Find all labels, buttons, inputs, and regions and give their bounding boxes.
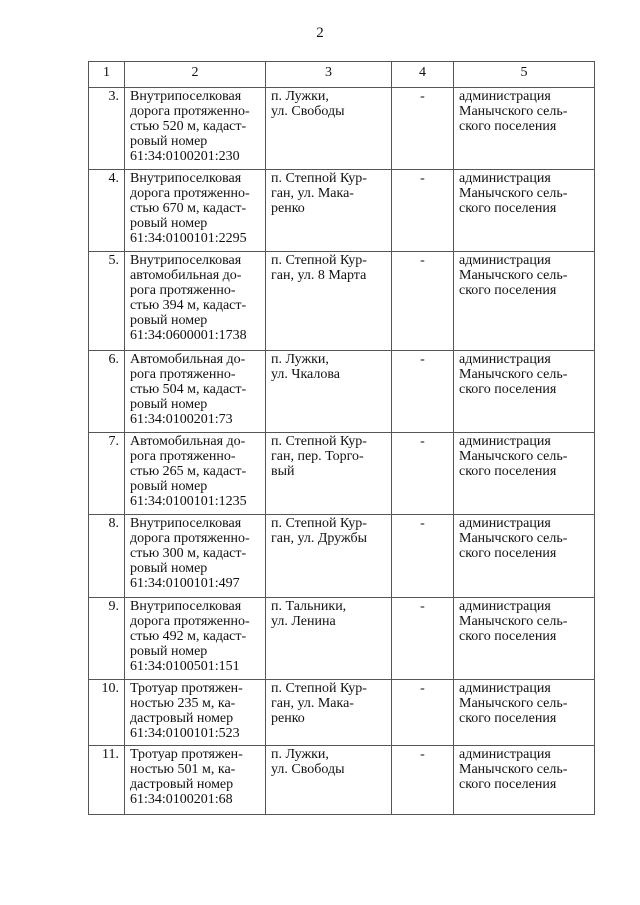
owner [454,433,595,515]
table-row [89,351,595,433]
address-line: ул. Ленина [271,614,336,629]
address-line: ренко [271,201,305,216]
table-row [89,515,595,598]
cadastral-number: 61:34:0100201:230 [130,149,240,164]
object-line: дастровый номер [130,711,234,726]
owner-line: ского поселения [459,201,557,216]
column-4-value: - [392,433,454,515]
object-line: ровый номер [130,561,208,576]
owner-line: Манычского сель- [459,696,568,711]
cadastral-number: 61:34:0600001:1738 [130,328,247,343]
owner [454,746,595,815]
owner-line: Манычского сель- [459,531,568,546]
address-line: ренко [271,711,305,726]
column-header-1: 1 [89,62,125,88]
address-line: вый [271,464,295,479]
owner [454,680,595,746]
object-line: дорога протяженно- [130,531,250,546]
object-description [125,170,266,252]
address-line: п. Лужки, [271,89,329,104]
owner-line: администрация [459,253,551,268]
row-number: 9. [89,598,125,680]
owner [454,598,595,680]
owner-line: администрация [459,434,551,449]
object-line: дастровый номер [130,777,234,792]
row-number: 11. [89,746,125,815]
cadastral-number: 61:34:0100101:2295 [130,231,247,246]
address [266,170,392,252]
owner-line: Манычского сель- [459,186,568,201]
object-line: ровый номер [130,134,208,149]
owner-line: ского поселения [459,711,557,726]
column-4-value: - [392,88,454,170]
owner-line: Манычского сель- [459,268,568,283]
cadastral-number: 61:34:0100101:523 [130,726,240,741]
table-row [89,170,595,252]
owner-line: ского поселения [459,546,557,561]
object-description [125,351,266,433]
object-line: Тротуар протяжен- [130,681,243,696]
owner-line: администрация [459,747,551,762]
table-row [89,252,595,351]
row-number: 7. [89,433,125,515]
owner-line: ского поселения [459,283,557,298]
column-4-value: - [392,170,454,252]
owner-line: администрация [459,599,551,614]
owner-line: ского поселения [459,629,557,644]
table-header-row [89,62,595,88]
object-description [125,88,266,170]
owner-line: администрация [459,681,551,696]
address-line: ул. Свободы [271,104,345,119]
address [266,680,392,746]
owner-line: Манычского сель- [459,762,568,777]
object-line: стью 394 м, кадаст- [130,298,247,313]
object-line: автомобильная до- [130,268,242,283]
owner-line: Манычского сель- [459,614,568,629]
column-4-value: - [392,515,454,598]
owner-line: администрация [459,171,551,186]
object-line: Внутрипоселковая [130,89,242,104]
object-line: ностью 501 м, ка- [130,762,236,777]
address [266,252,392,351]
object-line: ровый номер [130,216,208,231]
address-line: ган, ул. 8 Марта [271,268,367,283]
object-description [125,746,266,815]
object-line: стью 520 м, кадаст- [130,119,247,134]
cadastral-number: 61:34:0100101:1235 [130,494,247,509]
address-line: п. Лужки, [271,352,329,367]
object-line: ровый номер [130,644,208,659]
address [266,746,392,815]
address [266,598,392,680]
row-number: 4. [89,170,125,252]
row-number: 3. [89,88,125,170]
object-description [125,252,266,351]
object-line: стью 265 м, кадаст- [130,464,247,479]
object-description [125,515,266,598]
object-line: стью 492 м, кадаст- [130,629,247,644]
address [266,433,392,515]
object-line: Автомобильная до- [130,434,246,449]
owner-line: ского поселения [459,777,557,792]
address [266,351,392,433]
object-description [125,433,266,515]
cadastral-number: 61:34:0100201:73 [130,412,233,427]
row-number: 5. [89,252,125,351]
cadastral-number: 61:34:0100201:68 [130,792,233,807]
column-4-value: - [392,252,454,351]
column-header-3: 3 [266,62,392,88]
object-line: Внутрипоселковая [130,599,242,614]
object-line: стью 300 м, кадаст- [130,546,247,561]
property-registry-table [88,61,595,815]
row-number: 6. [89,351,125,433]
object-description [125,680,266,746]
object-line: Автомобильная до- [130,352,246,367]
row-number: 8. [89,515,125,598]
address-line: ган, пер. Торго- [271,449,364,464]
owner [454,88,595,170]
object-line: ровый номер [130,479,208,494]
object-line: дорога протяженно- [130,104,250,119]
address-line: ган, ул. Дружбы [271,531,368,546]
column-header-5: 5 [454,62,595,88]
address-line: ган, ул. Мака- [271,696,354,711]
object-line: стью 504 м, кадаст- [130,382,247,397]
address [266,88,392,170]
object-line: рога протяженно- [130,449,236,464]
address-line: п. Лужки, [271,747,329,762]
column-4-value: - [392,746,454,815]
object-line: Внутрипоселковая [130,253,242,268]
owner-line: Манычского сель- [459,367,568,382]
owner [454,515,595,598]
owner-line: Манычского сель- [459,449,568,464]
object-line: рога протяженно- [130,367,236,382]
column-4-value: - [392,598,454,680]
address-line: ул. Свободы [271,762,345,777]
table-row [89,433,595,515]
object-description [125,598,266,680]
object-line: ностью 235 м, ка- [130,696,236,711]
row-number: 10. [89,680,125,746]
column-header-4: 4 [392,62,454,88]
cadastral-number: 61:34:0100501:151 [130,659,240,674]
address-line: п. Тальники, [271,599,347,614]
owner [454,351,595,433]
cadastral-number: 61:34:0100101:497 [130,576,240,591]
column-4-value: - [392,351,454,433]
page-number: 2 [316,25,324,41]
object-line: дорога протяженно- [130,186,250,201]
object-line: дорога протяженно- [130,614,250,629]
owner-line: администрация [459,516,551,531]
owner [454,170,595,252]
table-body [89,88,595,815]
object-line: ровый номер [130,397,208,412]
table-row [89,680,595,746]
owner-line: Манычского сель- [459,104,568,119]
object-line: рога протяженно- [130,283,236,298]
owner-line: ского поселения [459,119,557,134]
address-line: п. Степной Кур- [271,171,367,186]
table-row [89,746,595,815]
owner-line: ского поселения [459,464,557,479]
object-line: стью 670 м, кадаст- [130,201,247,216]
address-line: ул. Чкалова [271,367,341,382]
address-line: п. Степной Кур- [271,434,367,449]
address-line: ган, ул. Мака- [271,186,354,201]
owner-line: ского поселения [459,382,557,397]
object-line: Внутрипоселковая [130,171,242,186]
owner-line: администрация [459,352,551,367]
address-line: п. Степной Кур- [271,253,367,268]
owner [454,252,595,351]
address-line: п. Степной Кур- [271,681,367,696]
table-row [89,598,595,680]
table-row [89,88,595,170]
owner-line: администрация [459,89,551,104]
address [266,515,392,598]
object-line: Внутрипоселковая [130,516,242,531]
object-line: ровый номер [130,313,208,328]
column-header-2: 2 [125,62,266,88]
address-line: п. Степной Кур- [271,516,367,531]
column-4-value: - [392,680,454,746]
object-line: Тротуар протяжен- [130,747,243,762]
